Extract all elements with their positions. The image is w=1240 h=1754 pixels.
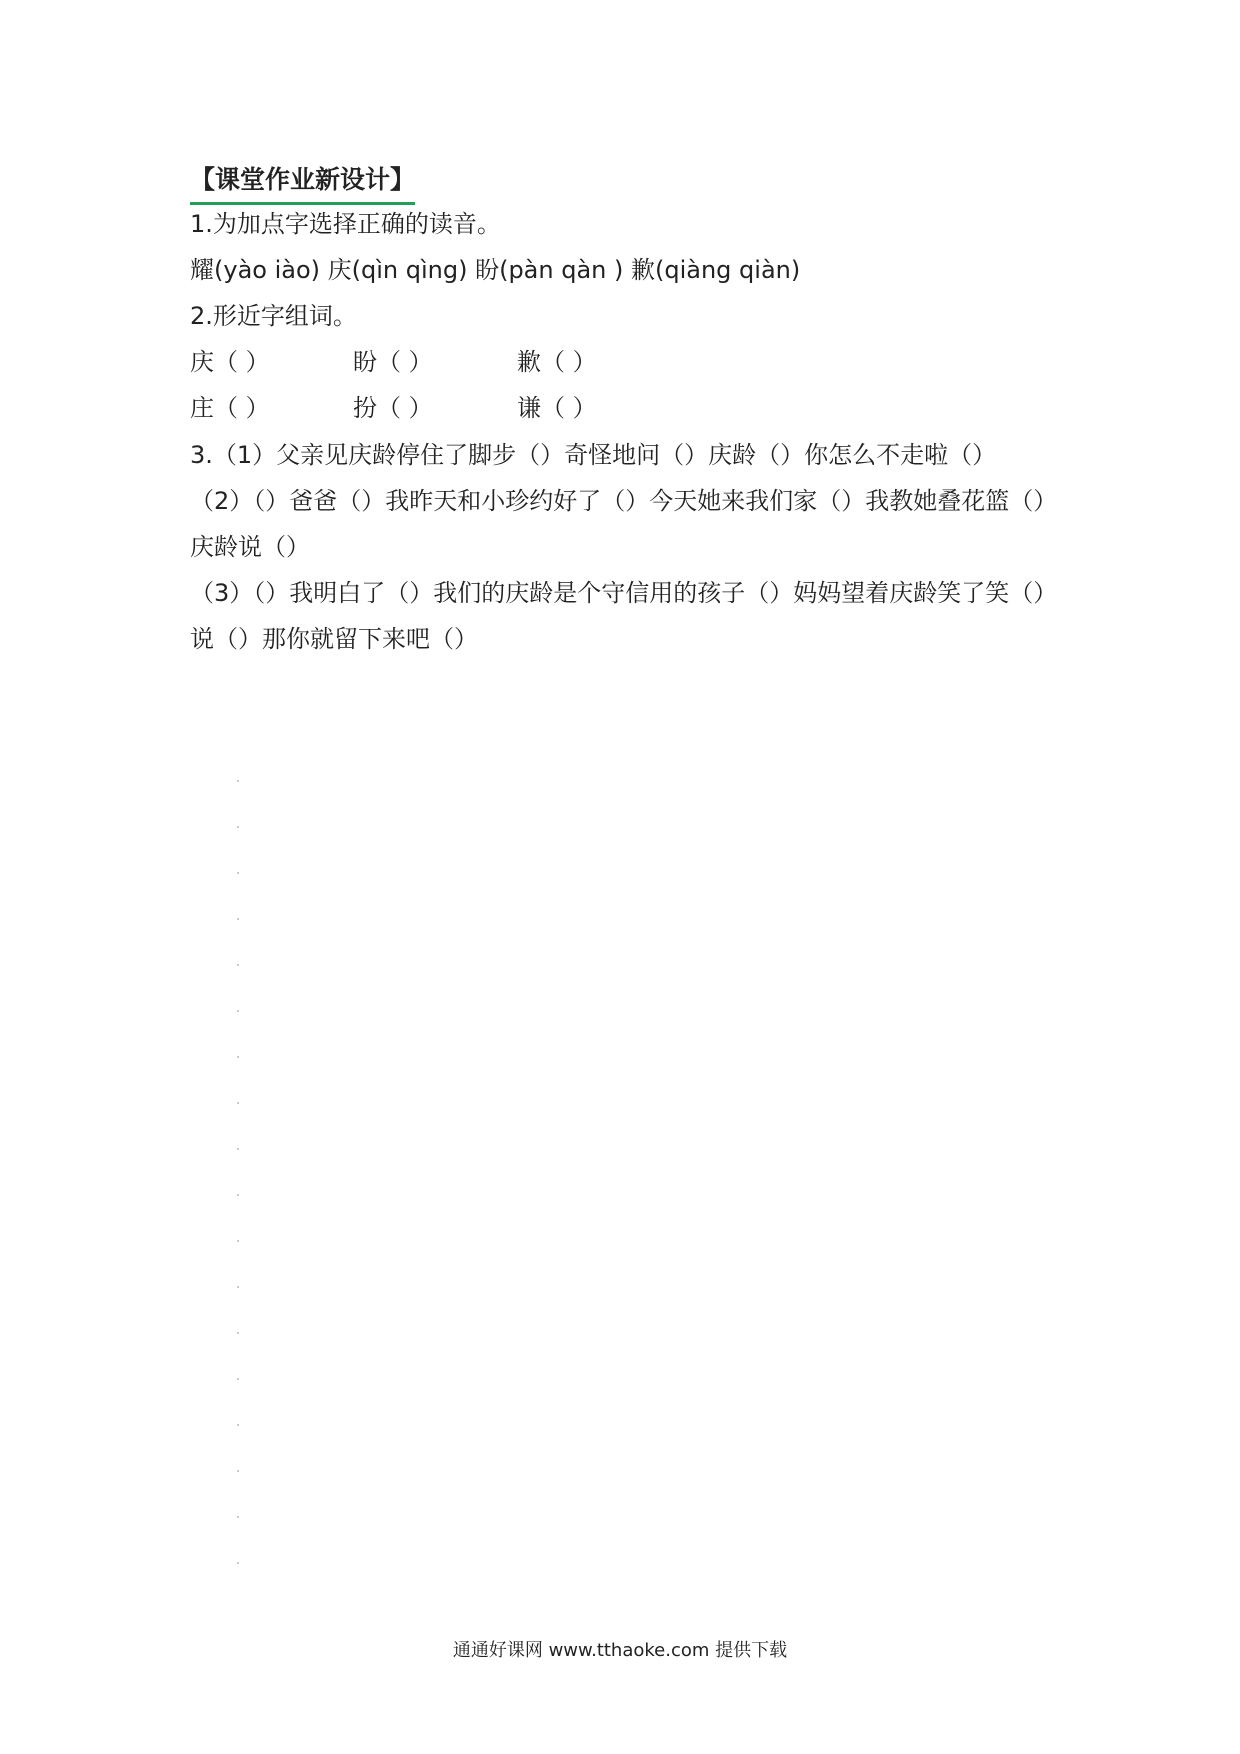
dot-mark	[237, 1148, 239, 1150]
word-blank-pan: 盼（ ）	[353, 348, 433, 376]
dot-mark	[237, 918, 239, 920]
dot-mark	[237, 1378, 239, 1380]
section-heading: 【课堂作业新设计】	[190, 160, 415, 205]
dot-mark	[237, 1286, 239, 1288]
question-1-prompt: 1.为加点字选择正确的读音。	[190, 210, 501, 238]
dot-mark	[237, 826, 239, 828]
dot-mark	[237, 1332, 239, 1334]
dot-mark	[237, 1010, 239, 1012]
word-blank-qing: 庆（ ）	[190, 348, 270, 376]
question-3-line-2: （2）（）爸爸（）我昨天和小珍约好了（）今天她来我们家（）我教她叠花篮（）	[190, 487, 1058, 515]
word-blank-zhuang: 庄（ ）	[190, 394, 270, 422]
dot-mark	[237, 1240, 239, 1242]
dot-mark	[237, 1562, 239, 1564]
dot-mark	[237, 1194, 239, 1196]
footer-credit: 通通好课网 www.tthaoke.com 提供下载	[452, 1640, 788, 1661]
question-1-pinyin-options: 耀(yào iào) 庆(qìn qìng) 盼(pàn qàn ) 歉(qiàng qiàn)	[190, 256, 801, 284]
dot-mark	[237, 964, 239, 966]
word-blank-ban: 扮（ ）	[353, 394, 433, 422]
word-blank-qian: 歉（ ）	[517, 348, 597, 376]
question-3-line-5: 说（）那你就留下来吧（）	[190, 625, 478, 653]
dot-mark	[237, 1102, 239, 1104]
question-3-line-4: （3）（）我明白了（）我们的庆龄是个守信用的孩子（）妈妈望着庆龄笑了笑（）	[190, 579, 1058, 607]
question-2-prompt: 2.形近字组词。	[190, 302, 357, 330]
dot-mark	[237, 1516, 239, 1518]
dot-mark	[237, 780, 239, 782]
question-3-line-1: 3.（1）父亲见庆龄停住了脚步（）奇怪地问（）庆龄（）你怎么不走啦（）	[190, 441, 997, 469]
dot-mark	[237, 872, 239, 874]
question-3-line-3: 庆龄说（）	[190, 533, 310, 561]
word-blank-qian2: 谦（ ）	[517, 394, 597, 422]
dot-mark	[237, 1424, 239, 1426]
dot-mark	[237, 1470, 239, 1472]
dot-mark	[237, 1056, 239, 1058]
